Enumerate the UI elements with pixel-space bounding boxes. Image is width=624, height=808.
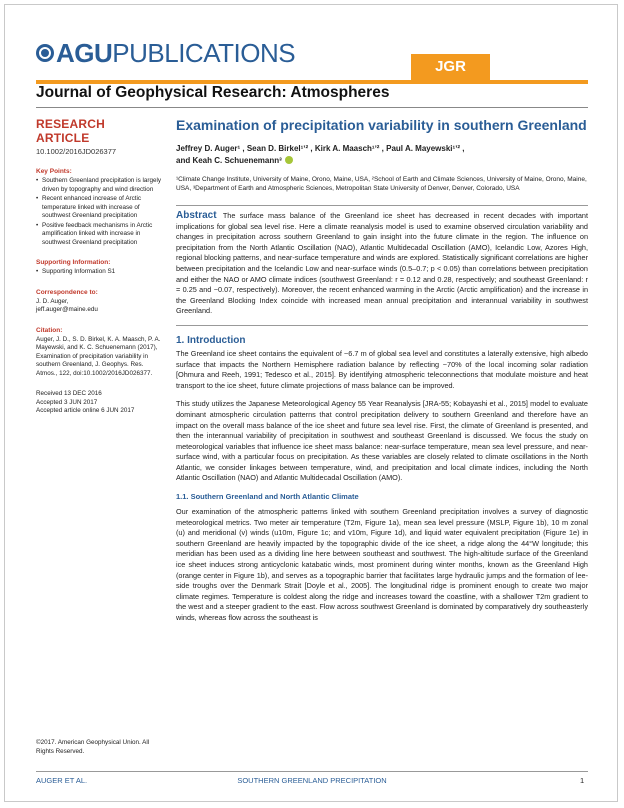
correspondence-name: J. D. Auger, bbox=[36, 297, 69, 305]
article-type: RESEARCH ARTICLE bbox=[36, 117, 105, 145]
authors-text: and Keah C. Schuenemann³ bbox=[176, 156, 282, 165]
page-number: 1 bbox=[580, 776, 585, 785]
body-paragraph: Our examination of the atmospheric patterns linked with southern Greenland precipitation involves a survey of diagnostic meteorological metrics. Two meter air temperature (T2m, Figure 1a), mean sea level pressure (MSLP, Figure 1b), 10 m zonal (u) and meridional (v) winds (u10m, Figure 1c; and v10m, Figure 1d), and liquid water equivalent precipitation (Figure 1e) in southern Greenland are heavily impacted by the topographic divide of the ice sheet, a ridge along the 44°W longitude; this meridian has been used as a dividing line here between southeast and southwest. The high-altitude surface of the Greenland ice sheet induces strong anticyclonic katabatic winds, most prominent during winter months, known as the Greenland High (orange center in Figure 1b), and serves as a topographic barrier that facilitates large hydraulic jumps and the formation of lee-side troughs over the Denmark Strait [Doyle et al., 2005]. The longitudinal ridge is prominent enough to create two major climate regimes. Temperature is coldest along the ridge and increases toward the coastline, with a shallower T2m gradient to the west and a steeper gradient to the east. Flow across southwest Greenland is dominated by comparatively dry southeasterly winds, whereas flow across the southeast is bbox=[176, 507, 588, 622]
key-points-list bbox=[36, 177, 161, 247]
received-date: Received 13 DEC 2016 bbox=[36, 390, 102, 397]
accepted-online-date: Accepted article online 6 JUN 2017 bbox=[36, 407, 135, 414]
copyright-notice: ©2017. American Geophysical Union. All Rights Reserved. bbox=[36, 739, 150, 755]
key-point: • Southern Greenland precipitation is largely driven by topography and wind direction bbox=[36, 177, 161, 194]
author-list bbox=[176, 143, 588, 167]
footer-running-title: SOUTHERN GREENLAND PRECIPITATION bbox=[237, 776, 387, 785]
orcid-icon[interactable] bbox=[285, 156, 293, 164]
supporting-info-list bbox=[36, 268, 161, 277]
abstract bbox=[176, 211, 588, 317]
jgr-badge: JGR bbox=[411, 54, 490, 80]
article-sidebar bbox=[36, 117, 161, 416]
footer-authors: AUGER ET AL. bbox=[36, 776, 88, 785]
body-paragraph: The Greenland ice sheet contains the equivalent of ~6.7 m of global sea level and constitutes a laterally extensive, high albedo surface that impacts the Northern Hemisphere radiation balance by reflecting ~70% of the local incoming solar radiation [Ohmura and Reeh, 1991; Tedesco et al., 2015]. By identifying atmospheric teleconnections that modulate moisture and heat transport to the ice sheet, future climate projections of mass balance can be improved. bbox=[176, 348, 588, 390]
authors-line bbox=[176, 155, 588, 167]
key-point: • Recent enhanced increase of Arctic temperature linked with increase of southwest Greenland precipitation bbox=[36, 195, 161, 221]
authors-text: Jeffrey D. Auger¹ , Sean D. Birkel¹ʼ² , Kirk A. Maasch¹ʼ² , Paul A. Mayewski¹ʼ² , bbox=[176, 144, 465, 153]
subsection-heading: 1.1. Southern Greenland and North Atlantic Climate bbox=[176, 492, 359, 502]
logo-agu-text: AGU bbox=[56, 38, 113, 68]
key-points-heading: Key Points: bbox=[36, 168, 72, 175]
article-dates bbox=[36, 390, 161, 416]
abstract-text: The surface mass balance of the Greenland ice sheet has decreased in recent decades with important implications for global sea level rise. Here a climate reanalysis model is used to examine observed circulation variability and changes in precipitation across southern Greenland to gain insight into the future climate in the region. The influence on precipitation from the North Atlantic Oscillation (NAO), Atlantic Multidecadal Oscillation (AMO), Icelandic Low, Azores High, regional blocking patterns, and near-surface temperature and winds are explored. Statistically significant correlations are higher between precipitation and the Icelandic Low and near-surface winds (0.5–0.7; p < 0.05) than correlations between precipitation and either the NAO or AMO climate indices (southwest Greenland: r = 0.12 and 0.28, respectively; and southeast Greenland: r = 0.25 and −0.07, respectively). Moreover, the recent enhanced warming in the Arctic (Arctic amplification) and the increase in the Greenland Blocking Index coincide with increased mean annual precipitation and interannual variability in southwest Greenland. bbox=[176, 211, 588, 316]
supporting-info-heading: Supporting Information: bbox=[36, 259, 111, 266]
accepted-date: Accepted 3 JUN 2017 bbox=[36, 398, 98, 406]
abstract-heading: Abstract bbox=[176, 210, 217, 221]
divider bbox=[36, 107, 588, 108]
divider bbox=[176, 325, 588, 326]
article-main bbox=[176, 117, 588, 632]
agu-globe-icon bbox=[36, 44, 54, 62]
affiliations: ¹Climate Change Institute, University of Maine, Orono, Maine, USA, ²School of Earth and Climate Sciences, University of Maine, Orono, Maine, USA, ³Department of Earth and Atmospheric Sciences, Metropolitan State University of Denver, Denver, Colorado, USA bbox=[176, 176, 587, 192]
citation-text: Auger, J. D., S. D. Birkel, K. A. Maasch, P. A. Mayewski, and K. C. Schuenemann (2017), Examination of precipitation variability in southern Greenland, J. Geophys. Res. Atmos., 122, doi:10.1002/2016JD026377. bbox=[36, 335, 161, 377]
section-heading: 1. Introduction bbox=[176, 334, 246, 346]
authors-line bbox=[176, 143, 588, 155]
paper-title: Examination of precipitation variability in southern Greenland bbox=[176, 117, 587, 133]
logo-publications-text: PUBLICATIONS bbox=[112, 38, 296, 68]
footer-divider bbox=[36, 771, 588, 772]
supporting-info-link[interactable]: • Supporting Information S1 bbox=[36, 268, 161, 277]
agu-publications-logo[interactable] bbox=[36, 40, 295, 66]
divider bbox=[176, 205, 588, 206]
citation-heading: Citation: bbox=[36, 326, 63, 334]
body-paragraph: This study utilizes the Japanese Meteorological Agency 55 Year Reanalysis [JRA-55; Kobayashi et al., 2015] model to evaluate dominant atmospheric circulation patterns that control precipitation delivery to southern Greenland and therefore have an impact on the overall mass balance of the ice sheet and future sea level rise. First, the climate of Greenland is presented, and then the interannual variability of precipitation in southwest and southeast Greenland is discussed. We focus the study on meteorological variables that influence ice sheet mass balance: near-surface temperature, mean sea level pressure, and near-surface wind, with a particular focus on precipitation. As these variables are closely related to climate oscillations in the North Atlantic, we consider linkages between temperature, wind, and precipitation and local climate indices, including the North Atlantic Oscillation (NAO) and Atlantic Multidecadal Oscillation (AMO). bbox=[176, 399, 588, 483]
key-point: • Positive feedback mechanisms in Arctic amplification linked with increase in southwest Greenland precipitation bbox=[36, 222, 161, 248]
journal-title: Journal of Geophysical Research: Atmospheres bbox=[36, 84, 390, 101]
doi[interactable]: 10.1002/2016JD026377 bbox=[36, 147, 117, 156]
correspondence-email[interactable]: jeff.auger@maine.edu bbox=[36, 306, 98, 313]
correspondence-heading: Correspondence to: bbox=[36, 288, 98, 296]
